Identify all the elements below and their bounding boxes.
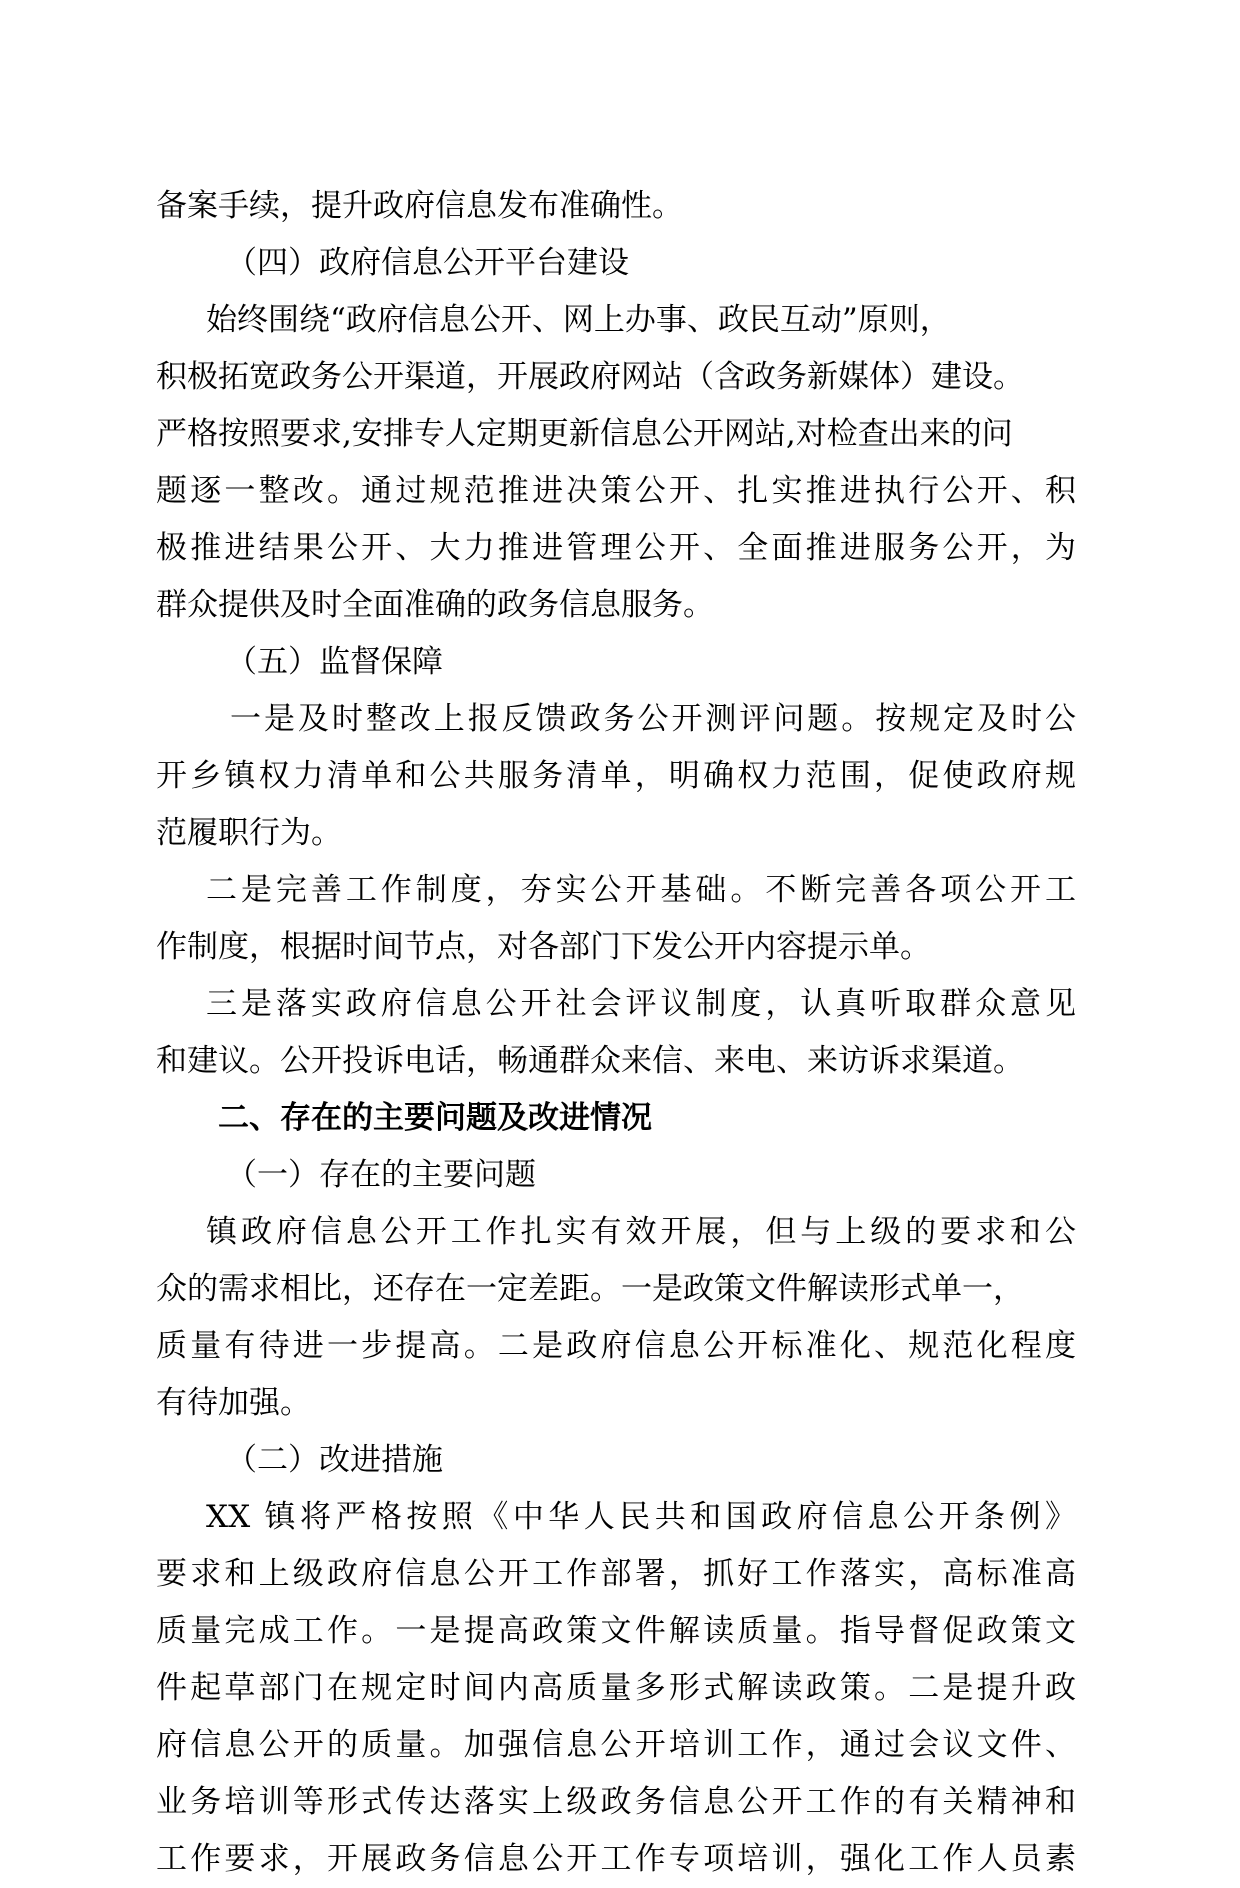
body-line: 严格按照要求,安排专人定期更新信息公开网站,对检查出来的问: [156, 416, 1013, 452]
body-line: 一是及时整改上报反馈政务公开测评问题。按规定及时公: [230, 701, 1076, 737]
body-line: 范履职行为。: [156, 815, 342, 851]
body-line: 有待加强。: [156, 1385, 311, 1421]
body-line: 群众提供及时全面准确的政务信息服务。: [156, 587, 714, 623]
section-heading-problems: 二、存在的主要问题及改进情况: [218, 1100, 652, 1136]
body-line: 质量有待进一步提高。二是政府信息公开标准化、规范化程度: [156, 1328, 1076, 1364]
body-line: 业务培训等形式传达落实上级政务信息公开工作的有关精神和: [156, 1784, 1076, 1820]
document-body: [156, 178, 1076, 1888]
body-line: 积极拓宽政务公开渠道，开展政府网站（含政务新媒体）建设。: [156, 359, 1024, 395]
body-line: 和建议。公开投诉电话，畅通群众来信、来电、来访诉求渠道。: [156, 1043, 1024, 1079]
body-line: 镇政府信息公开工作扎实有效开展，但与上级的要求和公: [206, 1214, 1076, 1250]
body-line: 质量完成工作。一是提高政策文件解读质量。指导督促政策文: [156, 1613, 1076, 1649]
body-line: 开乡镇权力清单和公共服务清单，明确权力范围，促使政府规: [156, 758, 1076, 794]
body-line: 备案手续，提升政府信息发布准确性。: [156, 188, 683, 224]
body-line: 众的需求相比，还存在一定差距。一是政策文件解读形式单一，: [156, 1271, 1024, 1307]
body-line: 府信息公开的质量。加强信息公开培训工作，通过会议文件、: [156, 1727, 1076, 1763]
body-line: 二是完善工作制度，夯实公开基础。不断完善各项公开工: [206, 872, 1076, 908]
body-line: 作制度，根据时间节点，对各部门下发公开内容提示单。: [156, 929, 931, 965]
body-line: XX 镇将严格按照《中华人民共和国政府信息公开条例》: [206, 1499, 1076, 1535]
subheading-platform-construction: （四）政府信息公开平台建设: [226, 245, 629, 281]
subheading-supervision: （五）监督保障: [226, 644, 443, 680]
subheading-improvement-measures: （二）改进措施: [226, 1442, 443, 1478]
body-line: 件起草部门在规定时间内高质量多形式解读政策。二是提升政: [156, 1670, 1076, 1706]
body-line: 三是落实政府信息公开社会评议制度，认真听取群众意见: [206, 986, 1076, 1022]
body-line: 工作要求，开展政务信息公开工作专项培训，强化工作人员素: [156, 1841, 1076, 1877]
body-line: 要求和上级政府信息公开工作部署，抓好工作落实，高标准高: [156, 1556, 1076, 1592]
subheading-main-problems: （一）存在的主要问题: [226, 1157, 536, 1193]
body-line: 极推进结果公开、大力推进管理公开、全面推进服务公开，为: [156, 530, 1076, 566]
body-line: 始终围绕“政府信息公开、网上办事、政民互动”原则，: [206, 302, 951, 338]
body-line: 题逐一整改。通过规范推进决策公开、扎实推进执行公开、积: [156, 473, 1076, 509]
